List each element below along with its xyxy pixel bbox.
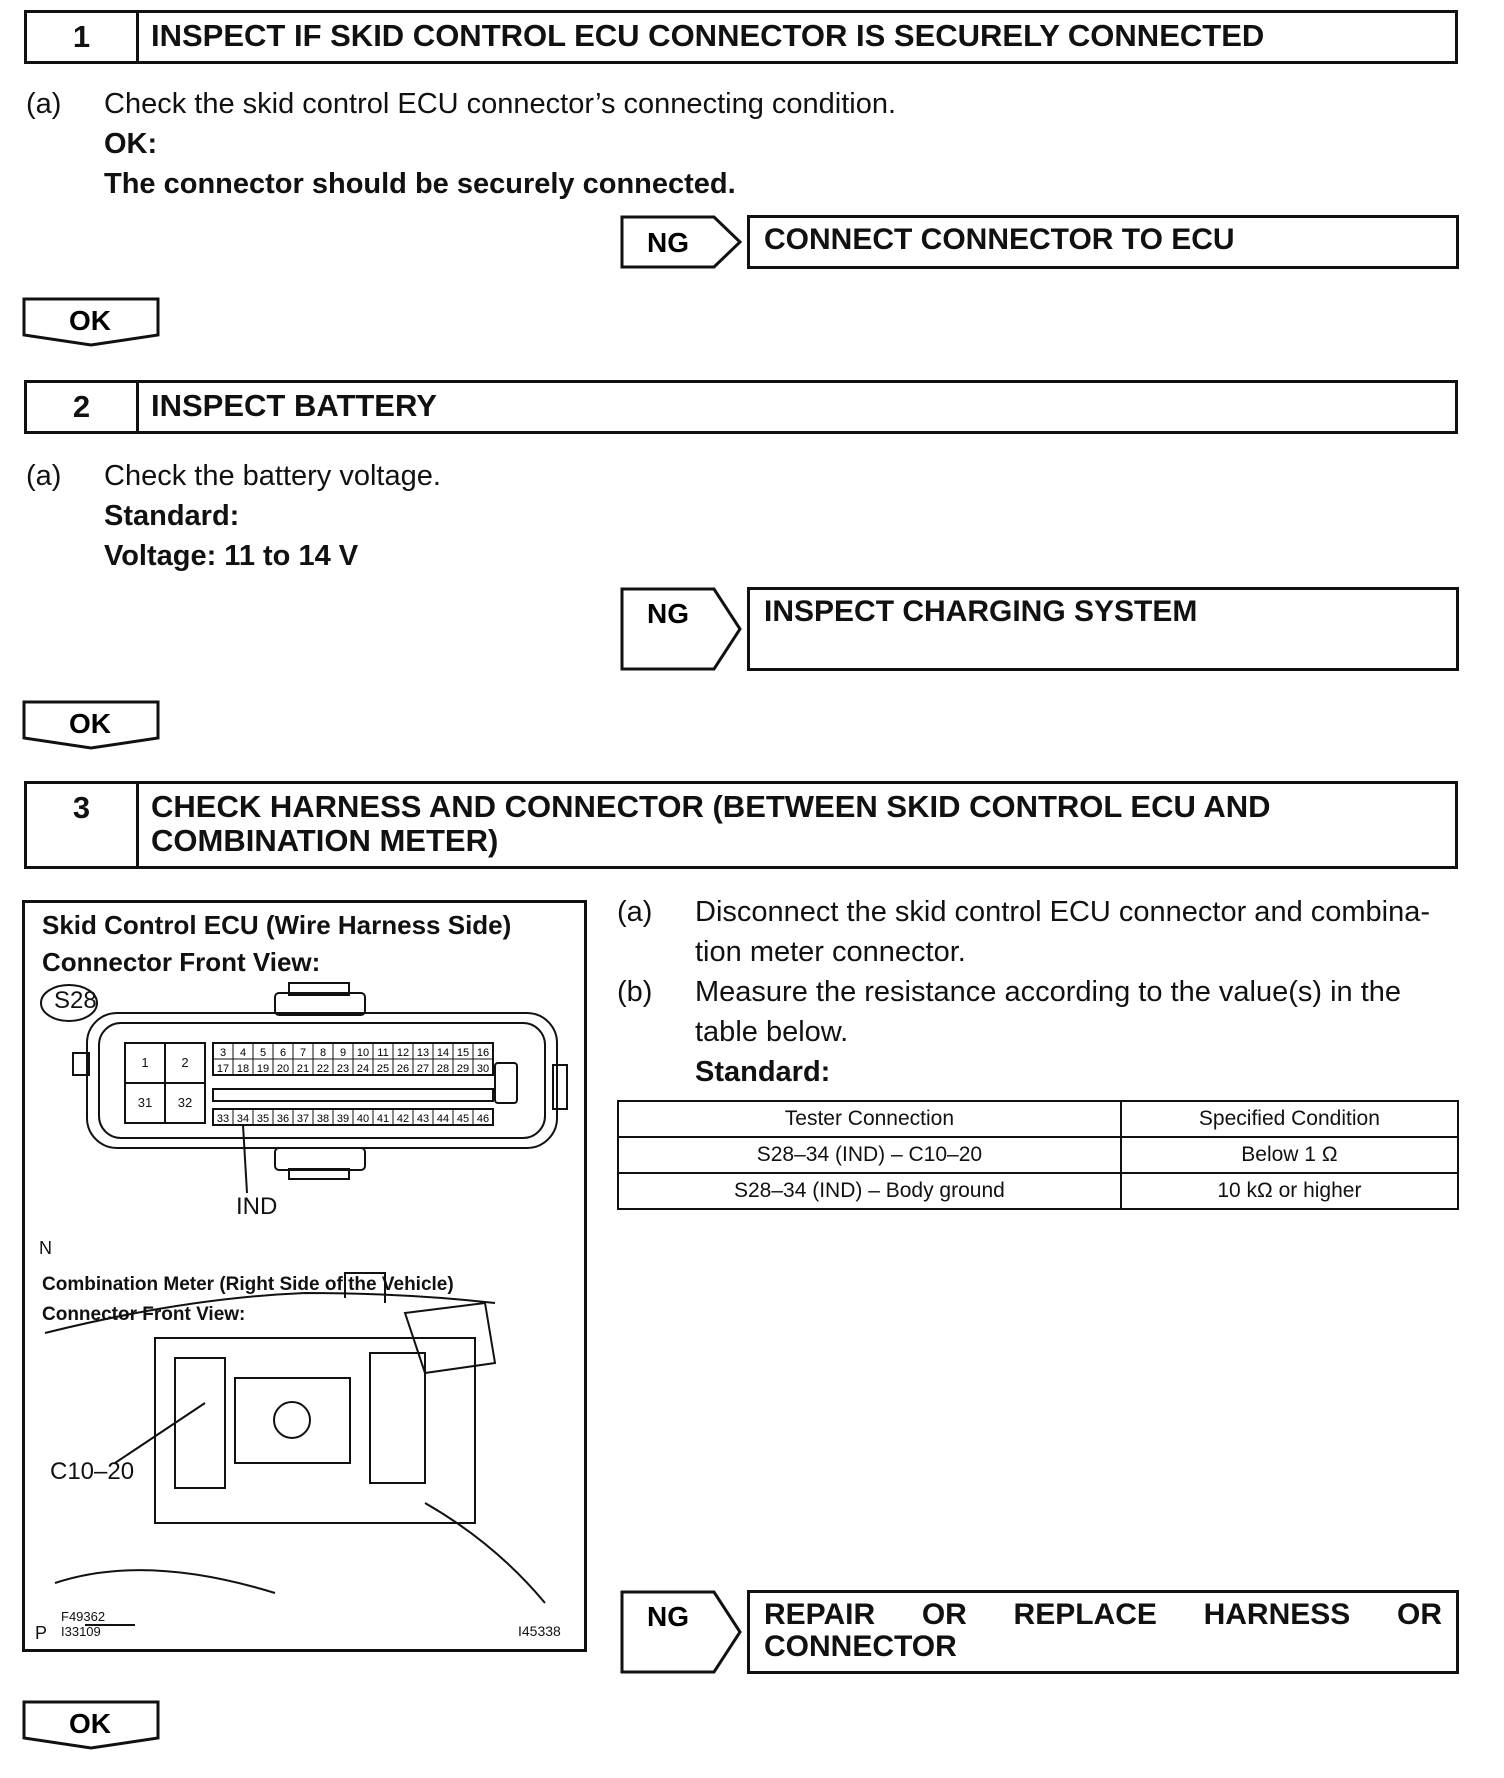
pin-label: 31 xyxy=(137,1095,153,1110)
pin-number: 38 xyxy=(316,1113,330,1125)
figure-ref: I45338 xyxy=(518,1623,561,1639)
step-3-header xyxy=(24,781,1458,869)
pin-number: 11 xyxy=(377,1047,389,1059)
pin-labels-bottom xyxy=(213,1109,493,1125)
ng-label: NG xyxy=(647,227,689,258)
pin-number: 7 xyxy=(299,1047,307,1059)
step-title-line: CHECK HARNESS AND CONNECTOR (BETWEEN SKID CONTROL ECU AND xyxy=(151,789,1271,824)
item-text: Disconnect the skid control ECU connector and combina- xyxy=(695,896,1431,928)
pin-number: 45 xyxy=(456,1113,470,1125)
c10-label: C10–20 xyxy=(50,1458,135,1485)
pin-number: 24 xyxy=(356,1063,370,1075)
ng-result-line xyxy=(764,1599,1442,1631)
table-cell: 10 kΩ or higher xyxy=(1121,1173,1458,1209)
step-title: INSPECT BATTERY xyxy=(151,388,437,423)
ok-condition: The connector should be securely connected. xyxy=(104,168,736,200)
figure-title-line: Skid Control ECU (Wire Harness Side) xyxy=(42,910,512,940)
ng-result-text: CONNECT CONNECTOR TO ECU xyxy=(764,223,1235,256)
connector-figure xyxy=(22,900,587,1652)
pin-number: 35 xyxy=(256,1113,270,1125)
figure-title-line: Connector Front View: xyxy=(42,947,321,977)
pin-number: 15 xyxy=(456,1047,470,1059)
pin-number: 27 xyxy=(416,1063,430,1075)
ok-label: OK: xyxy=(104,128,158,160)
pin-number: 33 xyxy=(216,1113,230,1125)
pin-number: 19 xyxy=(256,1063,270,1075)
pin-number: 16 xyxy=(476,1047,490,1059)
ng-result-box xyxy=(747,587,1459,671)
item-text: Check the skid control ECU connector’s connecting condition. xyxy=(104,88,897,120)
standard-label: Standard: xyxy=(695,1056,831,1088)
pin-number: 21 xyxy=(296,1063,310,1075)
table-row xyxy=(618,1137,1458,1173)
pin-number: 43 xyxy=(416,1113,430,1125)
ng-label: NG xyxy=(647,1601,689,1632)
ng-result-text: INSPECT CHARGING SYSTEM xyxy=(764,595,1198,628)
pin-number: 26 xyxy=(396,1063,410,1075)
pin-label: 2 xyxy=(181,1055,189,1070)
ng-result-box xyxy=(747,1590,1459,1674)
pin-number: 9 xyxy=(339,1047,347,1059)
pin-number: 23 xyxy=(336,1063,350,1075)
pin-number: 13 xyxy=(416,1047,430,1059)
step-title xyxy=(139,784,1455,866)
table-row xyxy=(618,1173,1458,1209)
meter-connector-housing xyxy=(155,1338,475,1523)
p-label: P xyxy=(35,1623,48,1643)
ng-result-box xyxy=(747,215,1459,269)
pin-number: 6 xyxy=(279,1047,287,1059)
pin-number: 41 xyxy=(376,1113,390,1125)
pin-number: 20 xyxy=(276,1063,290,1075)
pin-number: 4 xyxy=(239,1047,247,1059)
pin-number: 18 xyxy=(236,1063,250,1075)
pin-number: 12 xyxy=(396,1047,410,1059)
spec-table xyxy=(617,1100,1459,1210)
meter-title-line: Connector Front View: xyxy=(42,1304,246,1325)
meter-title xyxy=(42,1270,454,1330)
ok-flow-button[interactable] xyxy=(22,297,162,349)
item-text: table below. xyxy=(695,1016,849,1048)
pin-number: 42 xyxy=(396,1113,410,1125)
table-cell: S28–34 (IND) – C10–20 xyxy=(618,1137,1121,1173)
pin-number: 14 xyxy=(436,1047,450,1059)
pin-number: 40 xyxy=(356,1113,370,1125)
pin-number: 3 xyxy=(219,1047,227,1059)
pin-labels-top xyxy=(213,1043,493,1075)
ok-button-label: OK xyxy=(69,305,111,336)
figure-ref-codes xyxy=(61,1609,105,1639)
ng-result-word: OR xyxy=(1397,1598,1442,1631)
figure-ref: I33109 xyxy=(61,1624,101,1639)
table-header: Tester Connection xyxy=(618,1101,1121,1137)
item-marker: (a) xyxy=(26,460,62,492)
pin-number: 30 xyxy=(476,1063,490,1075)
pin-number: 17 xyxy=(216,1063,230,1075)
item-marker: (a) xyxy=(617,896,653,928)
ng-result-word: HARNESS xyxy=(1203,1598,1351,1631)
pin-number: 10 xyxy=(356,1047,370,1059)
ng-arrow-box xyxy=(620,215,744,269)
step-title: INSPECT IF SKID CONTROL ECU CONNECTOR IS SECURELY CONNECTED xyxy=(151,18,1265,53)
pin-number: 8 xyxy=(319,1047,327,1059)
meter-title-line: Combination Meter (Right Side of the Vehicle) xyxy=(42,1274,454,1295)
ok-button-label: OK xyxy=(69,708,111,739)
pin-number: 5 xyxy=(259,1047,267,1059)
table-cell: S28–34 (IND) – Body ground xyxy=(618,1173,1121,1209)
item-marker: (b) xyxy=(617,976,653,1008)
pin-number: 34 xyxy=(236,1113,250,1125)
pin-number: 22 xyxy=(316,1063,330,1075)
pin-number: 39 xyxy=(336,1113,350,1125)
pin-number: 28 xyxy=(436,1063,450,1075)
ng-result-word: REPLACE xyxy=(1013,1598,1157,1631)
ok-flow-button[interactable] xyxy=(22,1700,162,1752)
pin-label: 1 xyxy=(141,1055,149,1070)
table-cell: Below 1 Ω xyxy=(1121,1137,1458,1173)
c10-leader-line xyxy=(115,1403,205,1463)
step-1-header xyxy=(24,10,1458,64)
table-header: Specified Condition xyxy=(1121,1101,1458,1137)
pin-number: 44 xyxy=(436,1113,450,1125)
ok-button-label: OK xyxy=(69,1708,111,1739)
table-header-row xyxy=(618,1101,1458,1137)
item-text: Check the battery voltage. xyxy=(104,460,441,492)
pin-number: 36 xyxy=(276,1113,290,1125)
step-2-header xyxy=(24,380,1458,434)
ng-arrow-box xyxy=(620,587,744,671)
ng-result-word: REPAIR xyxy=(764,1598,876,1631)
figure-ref: F49362 xyxy=(61,1609,106,1624)
item-text: tion meter connector. xyxy=(695,936,966,968)
step-number: 1 xyxy=(27,13,139,61)
standard-label: Standard: xyxy=(104,500,240,532)
ng-label: NG xyxy=(647,598,689,629)
ind-label: IND xyxy=(236,1193,278,1220)
pin-number: 37 xyxy=(296,1113,310,1125)
n-label: N xyxy=(39,1238,52,1258)
item-marker: (a) xyxy=(26,88,62,120)
ng-result-line: CONNECTOR xyxy=(764,1630,957,1663)
pin-number: 29 xyxy=(456,1063,470,1075)
pin-number: 25 xyxy=(376,1063,390,1075)
connector-id: S28 xyxy=(54,987,97,1014)
step-number: 3 xyxy=(27,784,139,866)
step-title-line: COMBINATION METER) xyxy=(151,823,499,858)
step-number: 2 xyxy=(27,383,139,431)
standard-value: Voltage: 11 to 14 V xyxy=(104,540,359,572)
pin-number: 46 xyxy=(476,1113,490,1125)
ng-result-word: OR xyxy=(921,1598,967,1631)
ind-leader-line xyxy=(243,1125,247,1193)
item-text: Measure the resistance according to the value(s) in the xyxy=(695,976,1402,1008)
ok-flow-button[interactable] xyxy=(22,700,162,752)
ng-arrow-box xyxy=(620,1590,744,1674)
pin-label: 32 xyxy=(177,1095,193,1110)
